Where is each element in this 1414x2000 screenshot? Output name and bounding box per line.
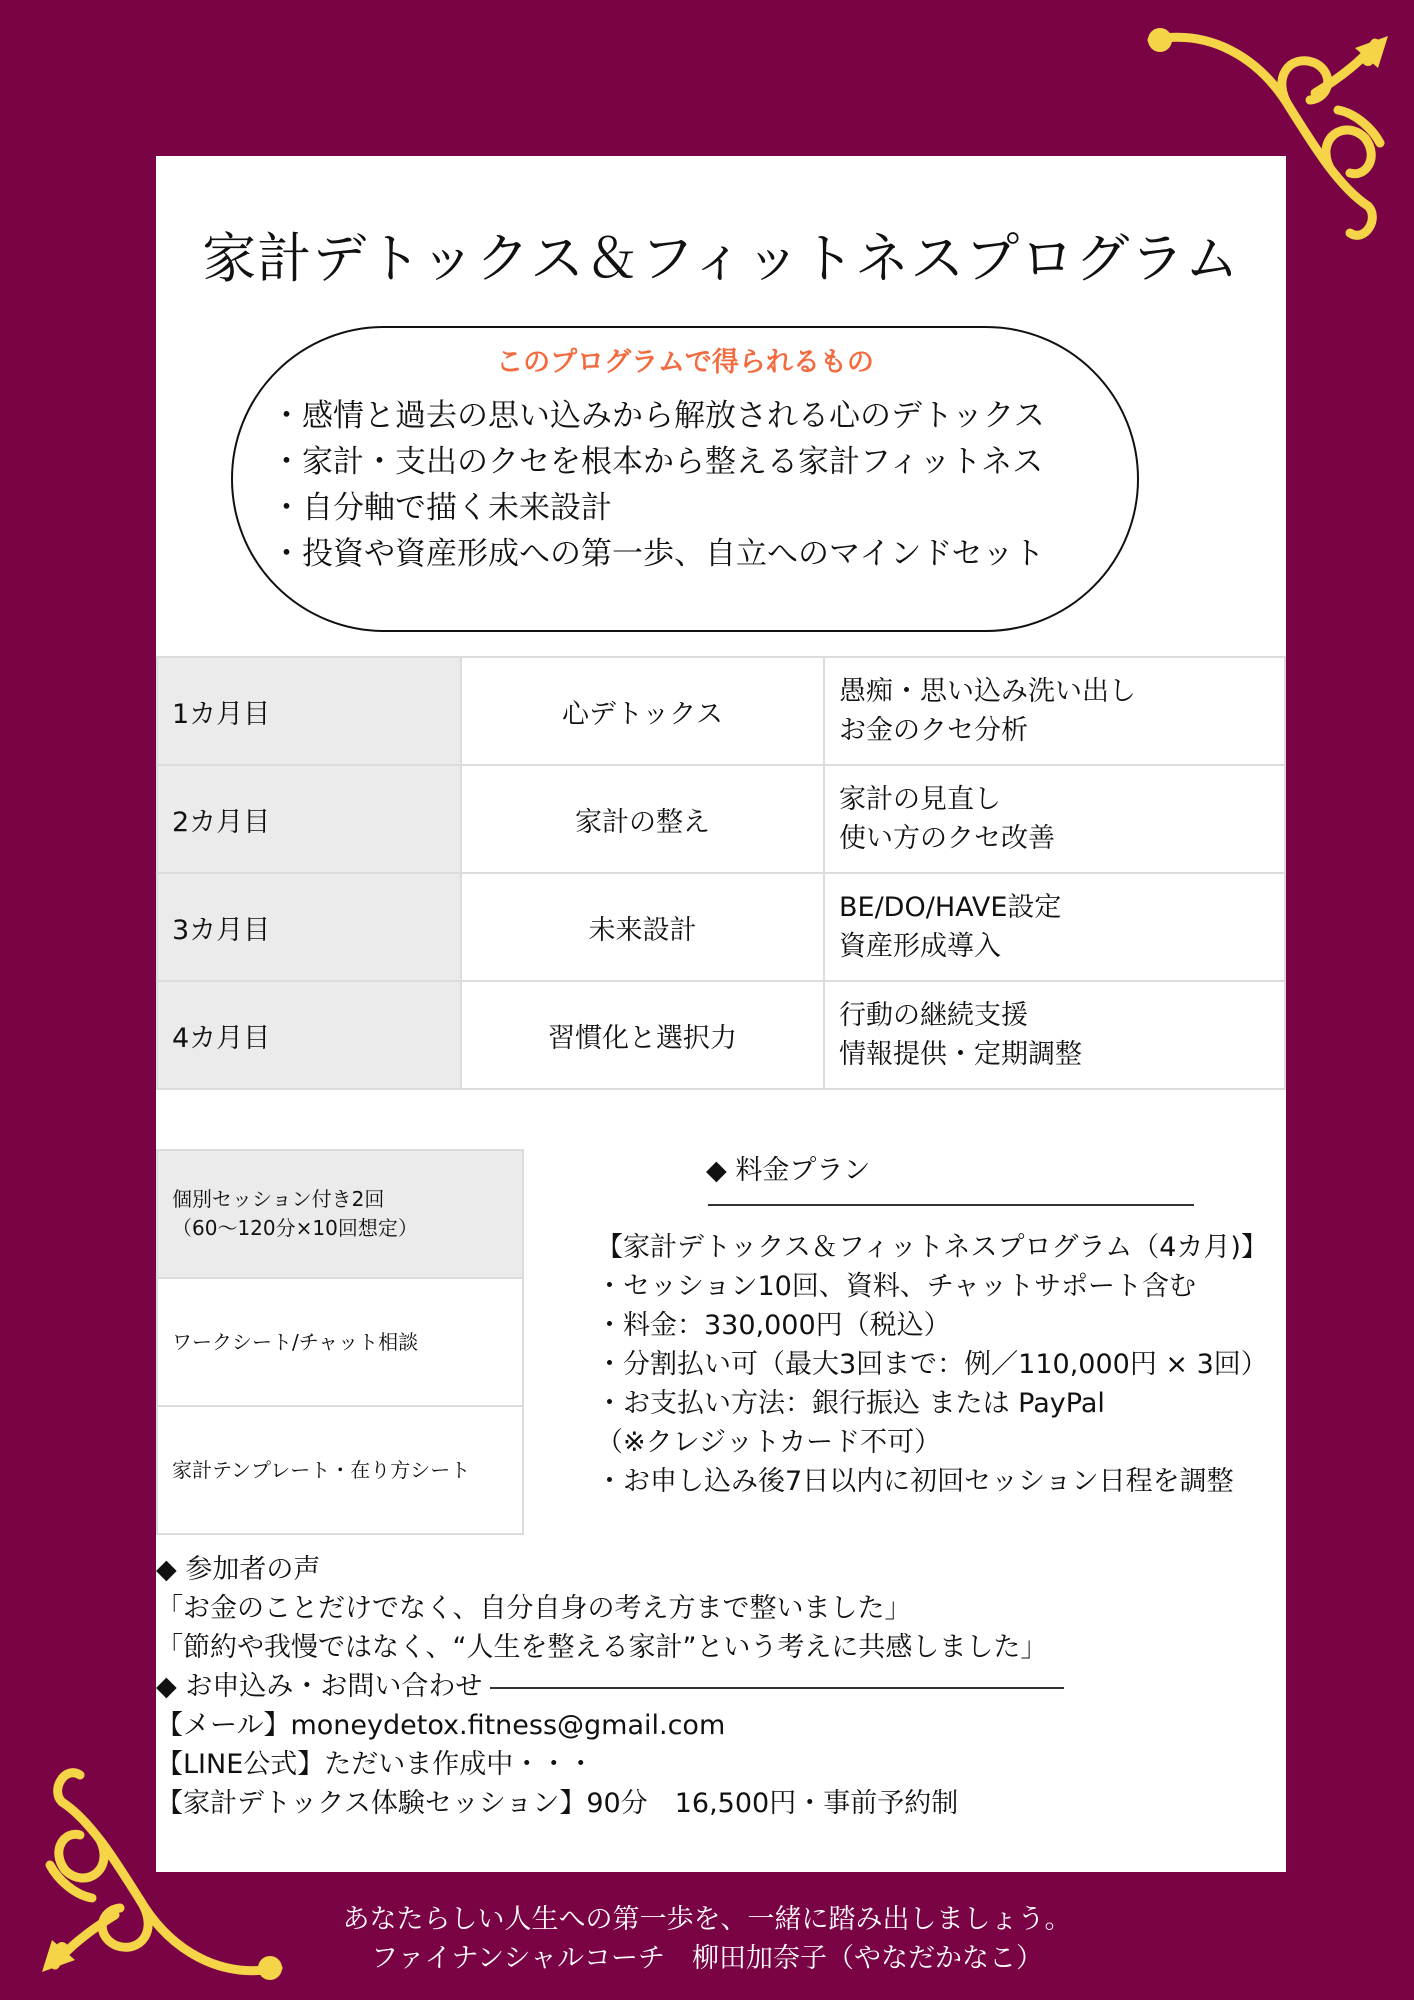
detail-line: お金のクセ分析 — [839, 715, 1028, 746]
detail-line: 家計の見直し — [839, 784, 1001, 815]
footer-signature: ファイナンシャルコーチ 柳田加奈子（やなだかなこ） — [371, 1943, 1043, 1974]
theme-cell: 習慣化と選択力 — [461, 981, 824, 1089]
month-cell: 4カ月目 — [157, 981, 461, 1089]
contact-line: 【LINE公式】ただいま作成中・・・ — [156, 1749, 595, 1780]
schedule-table — [156, 656, 1286, 1090]
feature-line: 家計テンプレート・在り方シート — [172, 1457, 471, 1482]
theme-cell: 家計の整え — [461, 765, 824, 873]
contact-heading-row — [156, 1667, 1286, 1706]
benefits-box — [231, 326, 1139, 632]
benefits-list — [271, 393, 1137, 577]
pricing-line: 【家計デトックス＆フィットネスプログラム（4カ月)】 — [596, 1232, 1268, 1263]
voices-and-contact — [156, 1550, 1286, 1823]
contact-heading: ◆ お申込み・お問い合わせ — [156, 1671, 483, 1702]
detail-line: 行動の継続支援 — [839, 1000, 1028, 1031]
pricing-line: ・お申し込み後7日以内に初回セッション日程を調整 — [596, 1466, 1234, 1497]
feature-cell — [157, 1278, 523, 1406]
details-cell — [824, 873, 1285, 981]
benefit-item: ・感情と過去の思い込みから解放される心のデトックス — [271, 398, 1045, 434]
benefit-item: ・自分軸で描く未来設計 — [271, 490, 612, 526]
month-cell: 3カ月目 — [157, 873, 461, 981]
pricing-details — [596, 1228, 1286, 1501]
table-row — [157, 1150, 523, 1278]
month-cell: 1カ月目 — [157, 657, 461, 765]
table-row — [157, 657, 1285, 765]
table-row — [157, 1278, 523, 1406]
feature-line: ワークシート/チャット相談 — [172, 1329, 419, 1354]
benefit-item: ・投資や資産形成への第一歩、自立へのマインドセット — [271, 536, 1045, 572]
theme-cell: 未来設計 — [461, 873, 824, 981]
month-cell: 2カ月目 — [157, 765, 461, 873]
details-cell — [824, 981, 1285, 1089]
page-title: 家計デトックス＆フィットネスプログラム — [202, 227, 1240, 290]
feature-line: （60〜120分×10回想定） — [172, 1216, 418, 1240]
footer — [0, 1900, 1414, 1978]
table-row — [157, 765, 1285, 873]
benefit-item: ・家計・支出のクセを根本から整える家計フィットネス — [271, 444, 1044, 480]
table-row — [157, 873, 1285, 981]
detail-line: 使い方のクセ改善 — [839, 823, 1055, 854]
detail-line: 情報提供・定期調整 — [839, 1039, 1082, 1070]
benefits-heading: このプログラムで得られるもの — [496, 347, 874, 378]
pricing-line: （※クレジットカード不可） — [596, 1427, 942, 1458]
footer-message: あなたらしい人生への第一歩を、一緒に踏み出しましょう。 — [342, 1904, 1072, 1935]
detail-line: BE/DO/HAVE設定 — [839, 892, 1062, 923]
feature-cell — [157, 1406, 523, 1534]
details-cell — [824, 765, 1285, 873]
flyer-card — [156, 156, 1286, 1872]
pricing-heading: ◆ 料金プラン — [706, 1155, 871, 1186]
pricing-line: ・分割払い可（最大3回まで：例／110,000円 × 3回） — [596, 1349, 1268, 1380]
voices-heading: ◆ 参加者の声 — [156, 1554, 321, 1585]
testimonial-quote: 「お金のことだけでなく、自分自身の考え方まで整いました」 — [156, 1593, 912, 1624]
table-row — [157, 981, 1285, 1089]
table-row — [157, 1406, 523, 1534]
feature-line: 個別セッション付き2回 — [172, 1187, 385, 1211]
testimonial-quote: 「節約や我慢ではなく、“人生を整える家計”という考えに共感しました」 — [156, 1632, 1048, 1663]
pricing-line: ・セッション10回、資料、チャットサポート含む — [596, 1271, 1197, 1302]
pricing-line: ・料金：330,000円（税込） — [596, 1310, 951, 1341]
theme-cell: 心デトックス — [461, 657, 824, 765]
pricing-line: ・お支払い方法：銀行振込 または PayPal — [596, 1388, 1105, 1419]
details-cell — [824, 657, 1285, 765]
contact-email[interactable]: 【メール】moneydetox.fitness@gmail.com — [156, 1710, 726, 1741]
trial-session-info: 【家計デトックス体験セッション】90分 16,500円・事前予約制 — [156, 1788, 959, 1819]
features-table — [156, 1149, 524, 1535]
divider — [490, 1687, 1064, 1689]
feature-cell — [157, 1150, 523, 1278]
divider — [708, 1204, 1194, 1206]
detail-line: 愚痴・思い込み洗い出し — [839, 676, 1136, 707]
detail-line: 資産形成導入 — [839, 931, 1001, 962]
